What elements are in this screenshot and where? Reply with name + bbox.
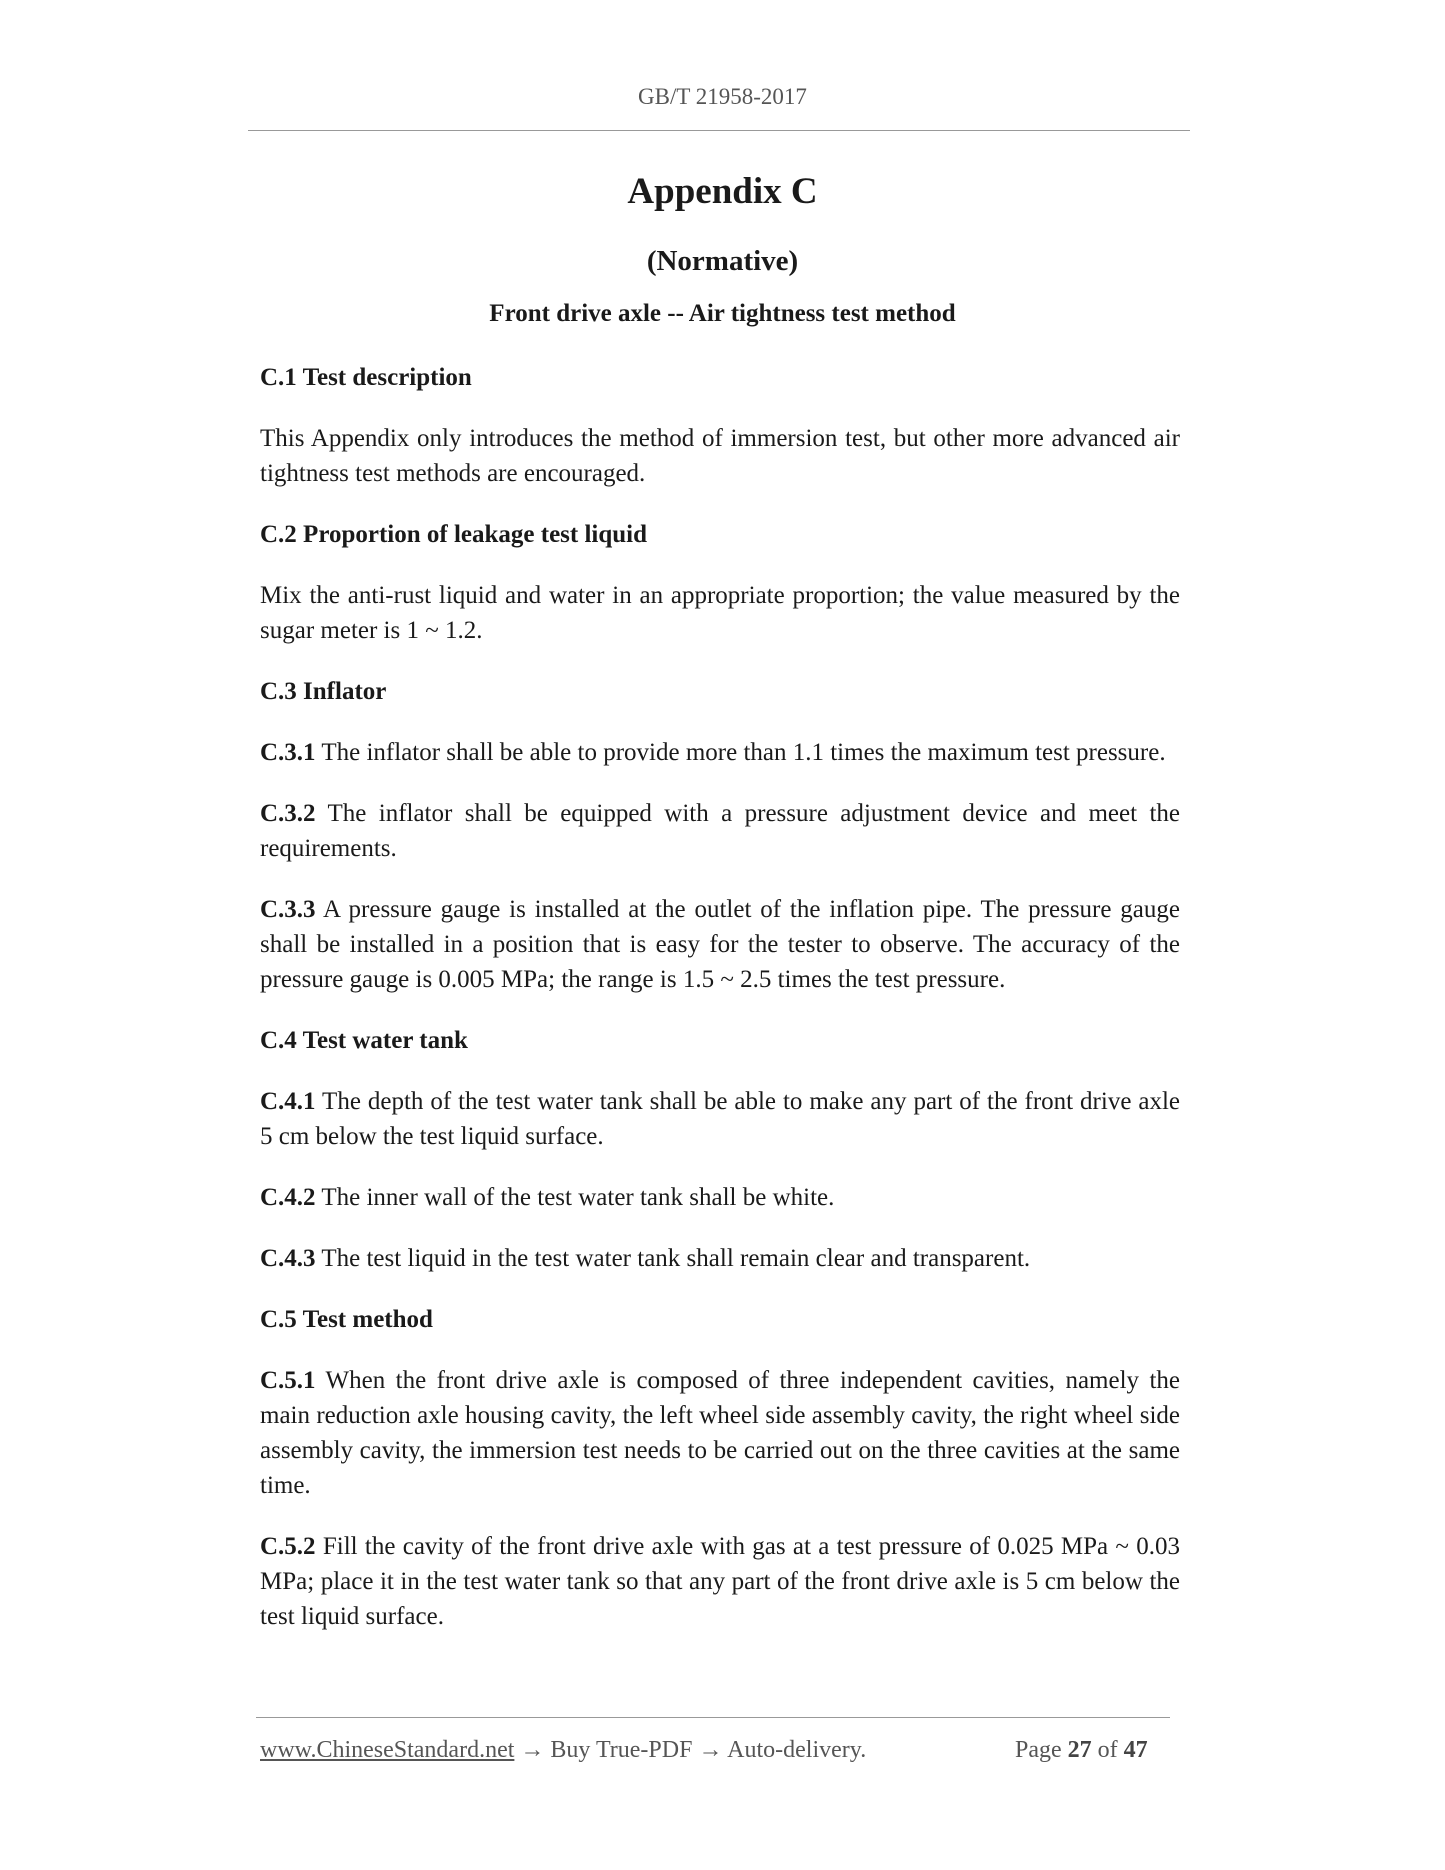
clause-number: C.4.2 xyxy=(260,1184,316,1211)
section-heading-c4: C.4 Test water tank xyxy=(260,1027,468,1054)
clause-c3-3 xyxy=(260,892,1180,997)
total-pages: 47 xyxy=(1123,1737,1148,1763)
arrow-right-icon: → xyxy=(698,1737,723,1763)
auto-delivery-text: Auto-delivery. xyxy=(727,1737,867,1763)
arrow-right-icon: → xyxy=(520,1737,545,1763)
of-label: of xyxy=(1097,1737,1118,1763)
clause-text: The inner wall of the test water tank shall be white. xyxy=(315,1184,835,1211)
clause-number: C.3.2 xyxy=(260,800,316,827)
clause-c3-1 xyxy=(260,735,1180,770)
section-heading-c2: C.2 Proportion of leakage test liquid xyxy=(260,521,648,548)
page-label: Page xyxy=(1015,1737,1062,1763)
clause-text: Fill the cavity of the front drive axle with gas at a test pressure of 0.025 MPa ~ 0.03 MPa; place it in the test water tank so that any part of the front drive axle is 5 cm below the test liquid surface. xyxy=(260,1533,1180,1630)
clause-c5-2 xyxy=(260,1529,1180,1634)
clause-number: C.4.3 xyxy=(260,1245,316,1272)
clause-c4-2 xyxy=(260,1180,1180,1215)
header-divider xyxy=(248,130,1190,131)
clause-number: C.4.1 xyxy=(260,1088,316,1115)
clause-number: C.5.1 xyxy=(260,1367,316,1394)
clause-c5-1 xyxy=(260,1363,1180,1503)
document-id-header: GB/T 21958-2017 xyxy=(638,84,807,109)
section-heading-c3: C.3 Inflator xyxy=(260,678,387,705)
clause-text: The test liquid in the test water tank shall remain clear and transparent. xyxy=(315,1245,1031,1272)
document-body xyxy=(260,360,1180,1660)
current-page: 27 xyxy=(1067,1737,1092,1763)
page-number xyxy=(1015,1737,1148,1764)
footer-promo xyxy=(260,1737,866,1764)
clause-text: The depth of the test water tank shall be able to make any part of the front drive axle 5 cm below the test liquid surface. xyxy=(260,1088,1180,1150)
clause-text: The inflator shall be equipped with a pressure adjustment device and meet the requirements. xyxy=(260,800,1180,862)
clause-c3-2 xyxy=(260,796,1180,866)
clause-number: C.3.3 xyxy=(260,896,316,923)
page-subtitle: (Normative) xyxy=(646,245,799,277)
section-text-c1: This Appendix only introduces the method of immersion test, but other more advanced air tightness test methods are encouraged. xyxy=(260,425,1180,487)
page-title: Appendix C xyxy=(627,171,818,212)
site-link[interactable]: www.ChineseStandard.net xyxy=(260,1737,515,1763)
section-heading-c1: C.1 Test description xyxy=(260,364,472,391)
buy-pdf-text: Buy True-PDF xyxy=(550,1737,693,1763)
section-heading-c5: C.5 Test method xyxy=(260,1306,433,1333)
clause-c4-3 xyxy=(260,1241,1180,1276)
section-text-c2: Mix the anti-rust liquid and water in an appropriate proportion; the value measured by the sugar meter is 1 ~ 1.2. xyxy=(260,582,1180,644)
clause-text: When the front drive axle is composed of three independent cavities, namely the main reduction axle housing cavity, the left wheel side assembly cavity, the right wheel side assembly cavity, the immersion test needs to be carried out on the three cavities at the same time. xyxy=(260,1367,1180,1499)
appendix-title: Front drive axle -- Air tightness test method xyxy=(489,300,956,327)
clause-c4-1 xyxy=(260,1084,1180,1154)
clause-text: The inflator shall be able to provide more than 1.1 times the maximum test pressure. xyxy=(315,739,1166,766)
clause-number: C.3.1 xyxy=(260,739,316,766)
clause-text: A pressure gauge is installed at the outlet of the inflation pipe. The pressure gauge shall be installed in a position that is easy for the tester to observe. The accuracy of the pressure gauge is 0.005 MPa; the range is 1.5 ~ 2.5 times the test pressure. xyxy=(260,896,1180,993)
clause-number: C.5.2 xyxy=(260,1533,316,1560)
footer-divider xyxy=(256,1717,1170,1718)
